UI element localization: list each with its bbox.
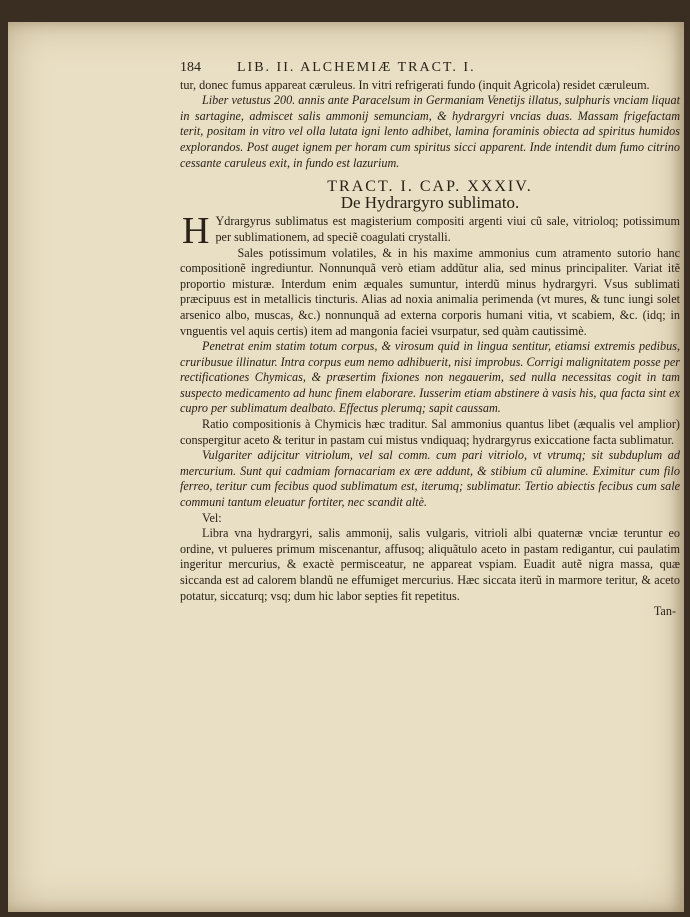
tract-heading: TRACT. I. CAP. XXXIV. — [327, 178, 533, 196]
paragraph-ratio: Ratio compositionis à Chymicis hæc traditur. Sal ammonius quantus libet (æqualis vel amplior) conspergitur aceto & teritur in pastam cui mistus vndiquaq; hydrargyrus exiccatione facta sublimatur. — [180, 417, 680, 447]
drop-cap-letter: H — [182, 210, 210, 253]
book-page — [8, 22, 684, 912]
paragraph-penetrat: Penetrat enim statim totum corpus, & virosum quid in lingua sentitur, etiamsi extremis pedibus, cruribusue illinatur. Intra corpus eum nemo adhibuerit, nisi improbus. Corrigi malignitatem posse per rectificationes Chymicas, & præsertim fixiones non negauerim, sed nulla necessitas cogit in tam suspecto medicamento ad hunc finem elaborare. Iusserim etiam abstinere à vasis his, qua facta sint ex cupro per sublimatum dealbato. Effectus plerumq; sapit caussam. — [180, 339, 680, 416]
catchword: Tan- — [653, 604, 676, 619]
paragraph-definition — [180, 210, 680, 253]
paragraph-vulgariter: Vulgariter adijcitur vitriolum, vel sal comm. cum pari vitriolo, vt vtrumq; sit subduplum ad mercurium. Sunt qui cadmiam fornacariam ex ære addunt, & stibium cũ alumine. Eximitur cum filo ferreo, teritur cum fecibus quod sublimatum est, iterumq; sublimatur. Tertio abiectis fecibus cum sale communi tantum eleuatur fortiter, nec scandit altè. — [180, 448, 680, 510]
page-number: 184 — [180, 60, 201, 75]
paragraph-definition-text: Ydrargyrus sublimatus est magisterium compositi argenti viui cũ sale, vitrioloq; potissimum per sublimationem, ad speciẽ coagulati crystalli. — [215, 214, 680, 244]
paragraph-continuation: tur, donec fumus appareat cæruleus. In vitri refrigerati fundo (inquit Agricola) residet cæruleum. — [180, 77, 650, 92]
paragraph-liber-vetustus: Liber vetustus 200. annis ante Paracelsum in Germaniam Venetijs illatus, sulphuris vnciam liquat in sartagine, admiscet salis ammonij semunciam, & hydrargyri vncias duas. Massam frigefactam terit, positam in vitro vel olla lutata igni lento adhibet, lamina foraminis obiecta ad spiritus humidos explorandos. Post auget ignem per horam cum spiritus sicci apparent. Inde intendit dum fumo citrino cessante caruleus exit, in fundo est lazurium. — [180, 93, 680, 170]
chapter-title: De Hydrargyro sublimato. — [340, 192, 520, 212]
vel-label: Vel: — [202, 510, 222, 525]
paragraph-libra: Libra vna hydrargyri, salis ammonij, salis vulgaris, vitrioli albi quaternæ vnciæ teruntur eo ordine, vt pulueres primum miscenantur, affusoq; aliquãtulo aceto in pastam redigantur, cui paulatim ingeritur mercurius, & exactè permisceatur, ne appareat vspiam. Euadit autẽ nigra massa, quæ siccanda est ad calorem blandũ ne effumiget mercurius. Hæc siccata iterũ in marmore teritur, & aceto potatur, siccaturq; vsq; dum hic labor septies fit repetitus. — [180, 526, 680, 603]
paragraph-sales: Sales potissimum volatiles, & in his maxime ammonius cum atramento sutorio hanc compositionẽ ingrediuntur. Nonnunquã verò etiam addũtur alia, sed minus principaliter. Variat itẽ proportio misturæ. Interdum enim æquales sumuntur, interdũ minus hydrargyri. Vsus sublimati præcipuus est in metallicis tincturis. Alias ad noxia animalia perimenda (vt mures, & tunc iungi solet arsenico albo, muscas, &c.) nonnunquã ad externa corporis humani vitia, vt scabiem, &c. (idq; in vnguentis vel aquis certis) item ad mangonia faciei vsurpatur, sed quàm cautissimè. — [180, 245, 680, 338]
running-title: LIB. II. ALCHEMIÆ TRACT. I. — [237, 60, 476, 75]
running-header — [180, 60, 680, 76]
page-text-block — [180, 60, 680, 620]
